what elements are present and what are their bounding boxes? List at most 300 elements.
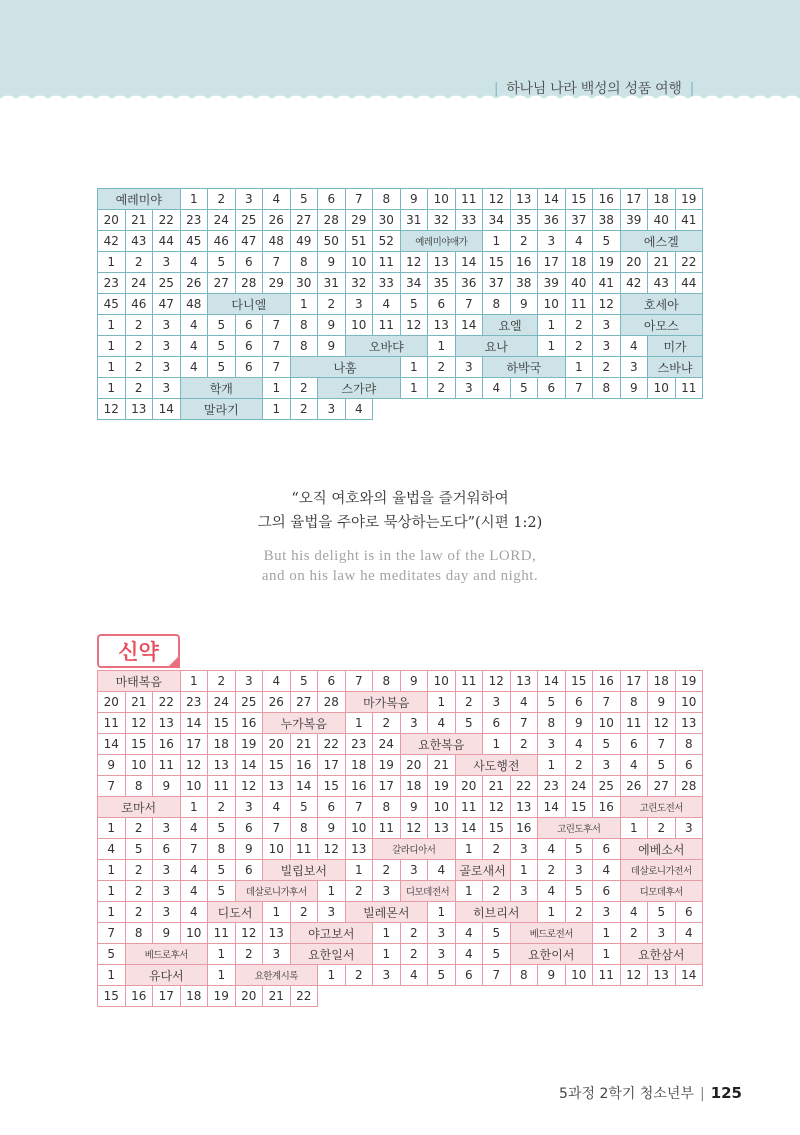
chapter-cell: 4 xyxy=(180,315,208,336)
chapter-cell: 7 xyxy=(180,839,208,860)
chapter-cell: 4 xyxy=(620,902,648,923)
chapter-cell: 7 xyxy=(510,713,538,734)
chapter-cell: 18 xyxy=(345,755,373,776)
chapter-cell: 21 xyxy=(125,210,153,231)
chapter-cell: 9 xyxy=(648,692,676,713)
chapter-cell: 42 xyxy=(620,273,648,294)
book-name-cell: 하박국 xyxy=(483,357,566,378)
chapter-cell: 6 xyxy=(235,336,263,357)
chapter-cell: 43 xyxy=(125,231,153,252)
chapter-cell: 3 xyxy=(675,818,703,839)
chapter-cell: 7 xyxy=(648,734,676,755)
chapter-cell: 2 xyxy=(620,923,648,944)
chapter-cell: 13 xyxy=(675,713,703,734)
chapter-cell: 4 xyxy=(180,902,208,923)
book-name-cell: 고린도후서 xyxy=(538,818,621,839)
chapter-cell: 3 xyxy=(428,944,456,965)
chapter-cell: 6 xyxy=(538,378,566,399)
chapter-cell: 16 xyxy=(510,252,538,273)
chapter-cell: 45 xyxy=(180,231,208,252)
chapter-cell: 3 xyxy=(318,399,346,420)
chapter-cell: 26 xyxy=(620,776,648,797)
chapter-cell: 1 xyxy=(400,378,428,399)
chapter-cell: 7 xyxy=(455,294,483,315)
chapter-cell: 4 xyxy=(538,881,566,902)
chapter-cell: 5 xyxy=(208,357,236,378)
chapter-cell: 12 xyxy=(235,776,263,797)
chapter-cell: 1 xyxy=(538,902,566,923)
chapter-cell: 2 xyxy=(125,357,153,378)
grid-row xyxy=(98,210,703,231)
chapter-cell: 14 xyxy=(290,776,318,797)
chapter-cell: 5 xyxy=(290,671,318,692)
chapter-cell: 9 xyxy=(318,315,346,336)
chapter-cell: 15 xyxy=(208,713,236,734)
chapter-cell: 5 xyxy=(290,797,318,818)
chapter-cell: 47 xyxy=(235,231,263,252)
chapter-cell: 25 xyxy=(235,210,263,231)
book-name-cell: 나훔 xyxy=(290,357,400,378)
chapter-cell: 4 xyxy=(620,755,648,776)
chapter-cell: 3 xyxy=(538,734,566,755)
chapter-cell: 32 xyxy=(345,273,373,294)
chapter-cell: 10 xyxy=(428,797,456,818)
chapter-cell: 5 xyxy=(510,378,538,399)
chapter-cell: 3 xyxy=(648,923,676,944)
header-bar-right: | xyxy=(689,81,694,97)
chapter-cell: 2 xyxy=(208,797,236,818)
chapter-cell: 19 xyxy=(373,755,401,776)
chapter-cell: 19 xyxy=(675,671,703,692)
chapter-cell: 7 xyxy=(345,189,373,210)
book-name-cell: 에베소서 xyxy=(620,839,703,860)
chapter-cell: 19 xyxy=(428,776,456,797)
chapter-cell: 8 xyxy=(373,189,401,210)
chapter-cell: 4 xyxy=(593,860,621,881)
chapter-cell: 18 xyxy=(208,734,236,755)
book-name-cell: 마태복음 xyxy=(98,671,181,692)
chapter-cell: 2 xyxy=(538,860,566,881)
chapter-cell: 5 xyxy=(400,294,428,315)
chapter-cell: 23 xyxy=(180,692,208,713)
chapter-cell: 16 xyxy=(290,755,318,776)
chapter-cell: 28 xyxy=(318,210,346,231)
chapter-cell: 10 xyxy=(345,315,373,336)
chapter-cell: 3 xyxy=(510,881,538,902)
chapter-cell: 13 xyxy=(263,776,291,797)
chapter-cell: 18 xyxy=(400,776,428,797)
chapter-cell: 4 xyxy=(263,671,291,692)
footer xyxy=(559,1083,742,1103)
grid-row xyxy=(98,357,703,378)
chapter-cell: 2 xyxy=(345,881,373,902)
chapter-cell: 14 xyxy=(675,965,703,986)
book-name-cell: 디모데후서 xyxy=(620,881,703,902)
chapter-cell: 1 xyxy=(593,923,621,944)
chapter-cell: 14 xyxy=(455,818,483,839)
chapter-cell: 1 xyxy=(208,944,236,965)
chapter-cell: 12 xyxy=(235,923,263,944)
chapter-cell: 3 xyxy=(455,378,483,399)
book-name-cell: 요한계시록 xyxy=(235,965,318,986)
chapter-cell: 4 xyxy=(180,881,208,902)
chapter-cell: 20 xyxy=(98,210,126,231)
chapter-cell: 1 xyxy=(538,336,566,357)
chapter-cell: 20 xyxy=(455,776,483,797)
chapter-cell: 3 xyxy=(153,336,181,357)
chapter-cell: 15 xyxy=(565,797,593,818)
grid-row xyxy=(98,273,703,294)
chapter-cell: 14 xyxy=(538,671,566,692)
book-name-cell: 야고보서 xyxy=(290,923,373,944)
chapter-cell: 13 xyxy=(510,189,538,210)
chapter-cell: 42 xyxy=(98,231,126,252)
chapter-cell: 6 xyxy=(620,734,648,755)
chapter-cell: 6 xyxy=(235,818,263,839)
chapter-cell: 9 xyxy=(318,818,346,839)
chapter-cell: 2 xyxy=(565,902,593,923)
grid-row xyxy=(98,986,703,1007)
book-name-cell: 요한이서 xyxy=(510,944,593,965)
chapter-cell: 11 xyxy=(373,252,401,273)
chapter-cell: 3 xyxy=(153,357,181,378)
chapter-cell: 8 xyxy=(208,839,236,860)
chapter-cell: 52 xyxy=(373,231,401,252)
chapter-cell: 5 xyxy=(648,902,676,923)
chapter-cell: 26 xyxy=(180,273,208,294)
chapter-cell: 12 xyxy=(483,189,511,210)
chapter-cell: 9 xyxy=(565,713,593,734)
grid-row xyxy=(98,692,703,713)
chapter-cell: 50 xyxy=(318,231,346,252)
chapter-cell: 11 xyxy=(455,797,483,818)
chapter-cell: 11 xyxy=(565,294,593,315)
book-name-cell: 학개 xyxy=(180,378,263,399)
chapter-cell: 18 xyxy=(648,189,676,210)
chapter-cell: 6 xyxy=(455,965,483,986)
chapter-cell: 7 xyxy=(98,776,126,797)
book-name-cell: 사도행전 xyxy=(455,755,538,776)
book-name-cell: 다니엘 xyxy=(208,294,291,315)
chapter-cell: 11 xyxy=(153,755,181,776)
chapter-cell: 5 xyxy=(208,315,236,336)
chapter-cell: 19 xyxy=(675,189,703,210)
chapter-cell: 19 xyxy=(208,986,236,1007)
chapter-cell: 18 xyxy=(565,252,593,273)
chapter-cell: 8 xyxy=(290,252,318,273)
chapter-cell: 11 xyxy=(373,315,401,336)
grid-row xyxy=(98,860,703,881)
chapter-cell: 9 xyxy=(153,776,181,797)
chapter-cell: 2 xyxy=(290,399,318,420)
chapter-cell: 3 xyxy=(153,860,181,881)
chapter-cell: 12 xyxy=(483,671,511,692)
grid-row xyxy=(98,881,703,902)
chapter-cell: 6 xyxy=(235,860,263,881)
chapter-cell: 1 xyxy=(318,881,346,902)
chapter-cell: 13 xyxy=(428,818,456,839)
chapter-cell: 4 xyxy=(180,336,208,357)
chapter-cell: 51 xyxy=(345,231,373,252)
chapter-cell: 8 xyxy=(593,378,621,399)
chapter-cell: 7 xyxy=(263,252,291,273)
chapter-cell: 11 xyxy=(593,965,621,986)
chapter-cell: 3 xyxy=(153,315,181,336)
chapter-cell: 24 xyxy=(125,273,153,294)
chapter-cell: 5 xyxy=(538,692,566,713)
chapter-cell: 1 xyxy=(455,839,483,860)
footer-bar: | xyxy=(699,1086,705,1102)
chapter-cell: 2 xyxy=(483,881,511,902)
chapter-cell: 17 xyxy=(153,986,181,1007)
chapter-cell: 4 xyxy=(675,923,703,944)
chapter-cell: 2 xyxy=(400,944,428,965)
chapter-cell: 41 xyxy=(675,210,703,231)
chapter-cell: 4 xyxy=(538,839,566,860)
chapter-cell: 4 xyxy=(565,734,593,755)
chapter-cell: 17 xyxy=(318,755,346,776)
chapter-cell: 22 xyxy=(153,210,181,231)
chapter-cell: 48 xyxy=(263,231,291,252)
chapter-cell: 16 xyxy=(153,734,181,755)
chapter-cell: 15 xyxy=(483,252,511,273)
chapter-cell: 12 xyxy=(180,755,208,776)
chapter-cell: 41 xyxy=(593,273,621,294)
chapter-cell: 17 xyxy=(620,189,648,210)
chapter-cell: 28 xyxy=(235,273,263,294)
chapter-cell: 20 xyxy=(620,252,648,273)
chapter-cell: 3 xyxy=(345,294,373,315)
chapter-cell: 4 xyxy=(373,294,401,315)
chapter-cell: 22 xyxy=(290,986,318,1007)
chapter-cell: 34 xyxy=(400,273,428,294)
chapter-cell: 34 xyxy=(483,210,511,231)
book-name-cell: 로마서 xyxy=(98,797,181,818)
chapter-cell: 1 xyxy=(98,336,126,357)
chapter-cell: 9 xyxy=(400,797,428,818)
chapter-cell: 15 xyxy=(318,776,346,797)
book-name-cell: 디모데전서 xyxy=(400,881,455,902)
chapter-cell: 5 xyxy=(483,944,511,965)
chapter-cell: 4 xyxy=(428,860,456,881)
chapter-cell: 1 xyxy=(318,965,346,986)
chapter-cell: 1 xyxy=(428,336,456,357)
chapter-cell: 2 xyxy=(400,923,428,944)
chapter-cell: 2 xyxy=(208,189,236,210)
chapter-cell: 3 xyxy=(235,189,263,210)
chapter-cell: 22 xyxy=(153,692,181,713)
chapter-cell: 15 xyxy=(565,189,593,210)
chapter-cell: 2 xyxy=(483,839,511,860)
book-name-cell: 베드로후서 xyxy=(125,944,208,965)
book-name-cell: 골로새서 xyxy=(455,860,510,881)
label-corner-decoration xyxy=(167,655,180,668)
chapter-cell: 2 xyxy=(125,378,153,399)
book-name-cell: 요한복음 xyxy=(400,734,483,755)
chapter-cell: 16 xyxy=(593,189,621,210)
chapter-cell: 3 xyxy=(510,839,538,860)
grid-row xyxy=(98,839,703,860)
chapter-cell: 11 xyxy=(373,818,401,839)
chapter-cell: 6 xyxy=(483,713,511,734)
chapter-cell: 3 xyxy=(153,252,181,273)
chapter-cell: 5 xyxy=(565,881,593,902)
chapter-cell: 10 xyxy=(428,189,456,210)
chapter-cell: 2 xyxy=(318,294,346,315)
chapter-cell: 22 xyxy=(675,252,703,273)
grid-row xyxy=(98,189,703,210)
chapter-cell: 26 xyxy=(263,210,291,231)
chapter-cell: 1 xyxy=(98,965,126,986)
chapter-cell: 7 xyxy=(345,671,373,692)
grid-row xyxy=(98,797,703,818)
chapter-cell: 4 xyxy=(428,713,456,734)
book-name-cell: 요나 xyxy=(455,336,538,357)
grid-row xyxy=(98,965,703,986)
chapter-cell: 3 xyxy=(373,965,401,986)
chapter-cell: 3 xyxy=(235,797,263,818)
chapter-cell: 3 xyxy=(373,881,401,902)
grid-row xyxy=(98,923,703,944)
chapter-cell: 29 xyxy=(263,273,291,294)
chapter-cell: 8 xyxy=(675,734,703,755)
chapter-cell: 31 xyxy=(318,273,346,294)
chapter-cell: 8 xyxy=(290,315,318,336)
chapter-cell: 3 xyxy=(593,902,621,923)
chapter-cell: 1 xyxy=(180,189,208,210)
chapter-cell: 16 xyxy=(593,797,621,818)
chapter-cell: 10 xyxy=(345,818,373,839)
chapter-cell: 6 xyxy=(675,755,703,776)
verse-english-line-1: But his delight is in the law of the LORD, xyxy=(263,548,537,564)
chapter-cell: 31 xyxy=(400,210,428,231)
chapter-cell: 10 xyxy=(648,378,676,399)
chapter-cell: 3 xyxy=(538,231,566,252)
chapter-cell: 10 xyxy=(345,252,373,273)
chapter-cell: 9 xyxy=(620,378,648,399)
chapter-cell: 3 xyxy=(153,378,181,399)
chapter-cell: 2 xyxy=(428,378,456,399)
chapter-cell: 3 xyxy=(483,692,511,713)
grid-row xyxy=(98,671,703,692)
chapter-cell: 1 xyxy=(428,692,456,713)
book-name-cell: 유다서 xyxy=(125,965,208,986)
chapter-cell: 35 xyxy=(510,210,538,231)
chapter-cell: 1 xyxy=(400,357,428,378)
chapter-cell: 29 xyxy=(345,210,373,231)
chapter-cell: 24 xyxy=(373,734,401,755)
chapter-cell: 44 xyxy=(675,273,703,294)
chapter-cell: 10 xyxy=(263,839,291,860)
chapter-cell: 4 xyxy=(620,336,648,357)
chapter-cell: 2 xyxy=(125,818,153,839)
chapter-cell: 2 xyxy=(125,315,153,336)
chapter-cell: 13 xyxy=(153,713,181,734)
book-name-cell: 갈라디아서 xyxy=(373,839,456,860)
chapter-cell: 8 xyxy=(125,776,153,797)
chapter-cell: 1 xyxy=(345,713,373,734)
chapter-cell: 2 xyxy=(565,755,593,776)
chapter-cell: 10 xyxy=(675,692,703,713)
chapter-cell: 11 xyxy=(98,713,126,734)
chapter-cell: 30 xyxy=(290,273,318,294)
chapter-cell: 12 xyxy=(125,713,153,734)
chapter-cell: 24 xyxy=(565,776,593,797)
chapter-cell: 12 xyxy=(400,252,428,273)
chapter-cell: 38 xyxy=(510,273,538,294)
grid-row xyxy=(98,776,703,797)
chapter-cell: 5 xyxy=(483,923,511,944)
chapter-cell: 3 xyxy=(153,902,181,923)
chapter-cell: 13 xyxy=(510,671,538,692)
chapter-cell: 21 xyxy=(648,252,676,273)
chapter-cell: 27 xyxy=(290,210,318,231)
chapter-cell: 5 xyxy=(208,860,236,881)
chapter-cell: 45 xyxy=(98,294,126,315)
chapter-cell: 3 xyxy=(235,671,263,692)
chapter-cell: 10 xyxy=(593,713,621,734)
chapter-cell: 3 xyxy=(593,315,621,336)
chapter-cell: 3 xyxy=(153,881,181,902)
chapter-cell: 2 xyxy=(510,231,538,252)
chapter-cell: 8 xyxy=(510,965,538,986)
chapter-cell: 9 xyxy=(235,839,263,860)
chapter-cell: 13 xyxy=(208,755,236,776)
chapter-cell: 4 xyxy=(345,399,373,420)
chapter-cell: 11 xyxy=(455,189,483,210)
chapter-cell: 7 xyxy=(263,818,291,839)
chapter-cell: 28 xyxy=(318,692,346,713)
book-name-cell: 미가 xyxy=(648,336,703,357)
chapter-cell: 32 xyxy=(428,210,456,231)
chapter-cell: 6 xyxy=(318,189,346,210)
book-name-cell: 스가랴 xyxy=(318,378,401,399)
chapter-cell: 30 xyxy=(373,210,401,231)
chapter-cell: 12 xyxy=(400,818,428,839)
book-name-cell: 호세아 xyxy=(620,294,703,315)
chapter-cell: 11 xyxy=(208,776,236,797)
chapter-cell: 6 xyxy=(318,671,346,692)
chapter-cell: 2 xyxy=(125,252,153,273)
chapter-cell: 1 xyxy=(98,252,126,273)
book-name-cell: 요한일서 xyxy=(290,944,373,965)
chapter-cell: 27 xyxy=(290,692,318,713)
chapter-cell: 2 xyxy=(125,902,153,923)
chapter-cell: 4 xyxy=(180,818,208,839)
chapter-cell: 25 xyxy=(235,692,263,713)
chapter-cell: 23 xyxy=(345,734,373,755)
chapter-cell: 7 xyxy=(345,797,373,818)
chapter-cell: 15 xyxy=(483,818,511,839)
chapter-cell: 46 xyxy=(208,231,236,252)
chapter-cell: 48 xyxy=(180,294,208,315)
chapter-cell: 6 xyxy=(153,839,181,860)
chapter-cell: 7 xyxy=(263,315,291,336)
chapter-cell: 13 xyxy=(125,399,153,420)
chapter-cell: 1 xyxy=(263,399,291,420)
page-number: 125 xyxy=(710,1084,742,1102)
chapter-cell: 49 xyxy=(290,231,318,252)
chapter-cell: 17 xyxy=(620,671,648,692)
chapter-cell: 17 xyxy=(538,252,566,273)
chapter-cell: 1 xyxy=(98,315,126,336)
chapter-cell: 2 xyxy=(373,713,401,734)
grid-row xyxy=(98,902,703,923)
chapter-cell: 22 xyxy=(318,734,346,755)
chapter-cell: 11 xyxy=(620,713,648,734)
chapter-cell: 8 xyxy=(373,797,401,818)
chapter-cell: 20 xyxy=(400,755,428,776)
